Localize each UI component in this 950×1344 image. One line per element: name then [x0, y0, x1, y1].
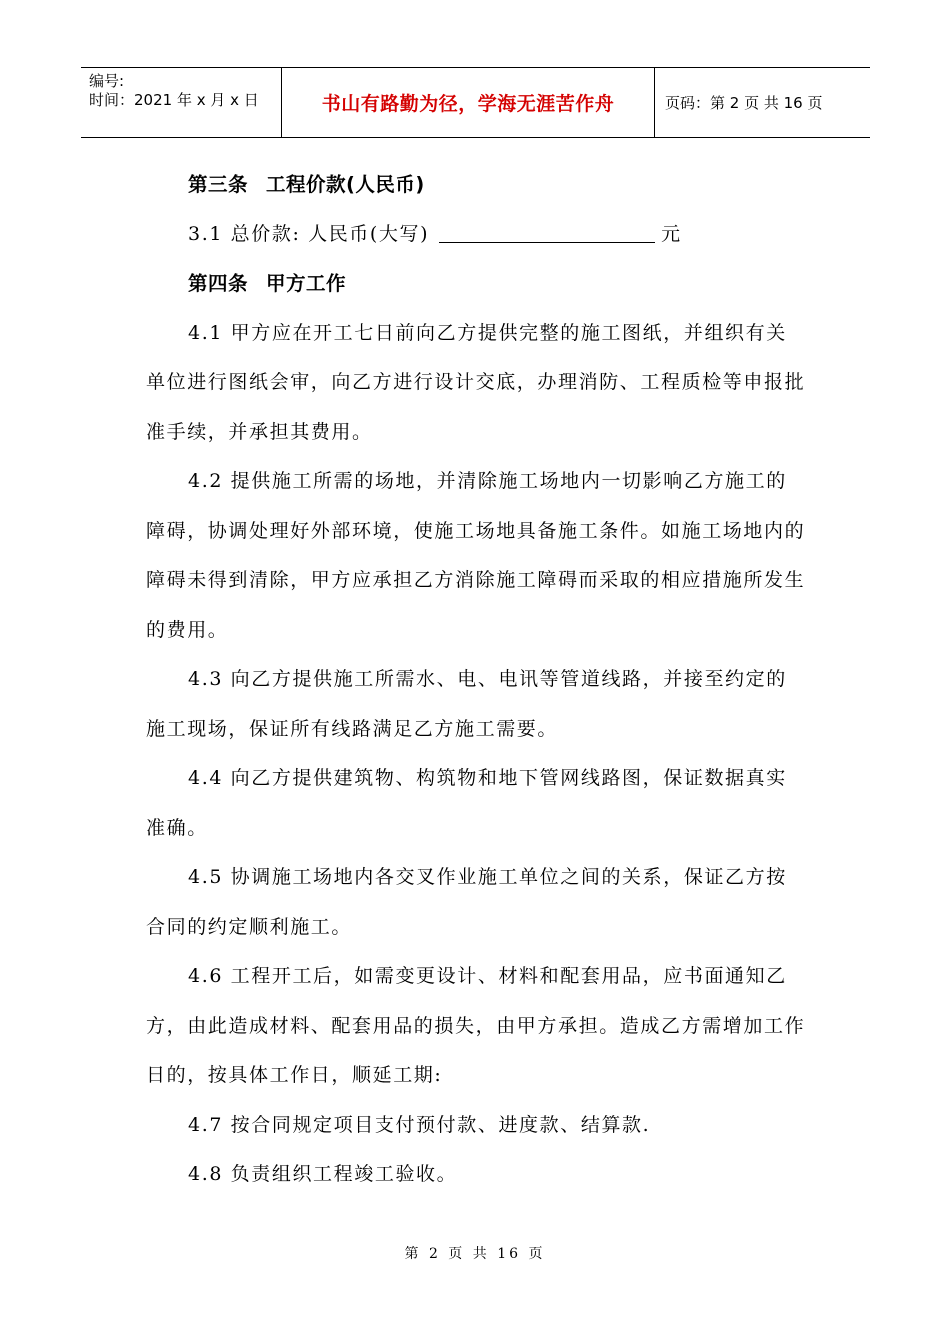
article-4-number: 第四条	[188, 272, 249, 295]
document-body	[146, 160, 806, 1200]
clause-4-6: 4.6 工程开工后，如需变更设计、材料和配套用品，应书面通知乙方，由此造成材料、配套用品的损失，由甲方承担。造成乙方需增加工作日的，按具体工作日，顺延工期:	[146, 965, 806, 1086]
clause-4-4: 4.4 向乙方提供建筑物、构筑物和地下管网线路图，保证数据真实准确。	[146, 767, 787, 839]
article-3-number: 第三条	[188, 173, 249, 196]
header-page-info: 页码：第 2 页 共 16 页	[665, 94, 823, 112]
clause-4-2: 4.2 提供施工所需的场地，并清除施工场地内一切影响乙方施工的障碍，协调处理好外部环境，使施工场地具备施工条件。如施工场地内的障碍未得到清除，甲方应承担乙方消除施工障碍而采取的相应措施所发生的费用。	[146, 470, 806, 641]
page-footer: 第 2 页 共 16 页	[404, 1246, 546, 1262]
document-number-label: 编号:	[89, 72, 125, 90]
total-price-unit: 元	[661, 222, 682, 245]
header-meta	[81, 68, 282, 137]
header-motto: 书山有路勤为径，学海无涯苦作舟	[282, 68, 655, 137]
total-price-line	[146, 210, 806, 260]
clause-4-3: 4.3 向乙方提供施工所需水、电、电讯等管道线路，并接至约定的施工现场，保证所有线路满足乙方施工需要。	[146, 668, 787, 740]
page-header	[81, 67, 870, 138]
clause-4-7: 4.7 按合同规定项目支付预付款、进度款、结算款.	[188, 1113, 651, 1136]
clause-4-1: 4.1 甲方应在开工七日前向乙方提供完整的施工图纸，并组织有关单位进行图纸会审，向乙方进行设计交底，办理消防、工程质检等申报批准手续，并承担其费用。	[146, 321, 806, 443]
clause-4-5: 4.5 协调施工场地内各交叉作业施工单位之间的关系，保证乙方按合同的约定顺利施工。	[146, 866, 787, 938]
article-3-heading	[146, 160, 806, 210]
article-4-title: 甲方工作	[266, 272, 347, 295]
clause-4-8: 4.8 负责组织工程竣工验收。	[188, 1163, 458, 1185]
article-3-title: 工程价款(人民币)	[266, 173, 425, 196]
document-date: 时间：2021 年 x 月 x 日	[89, 91, 259, 109]
article-4-heading	[146, 259, 806, 309]
total-price-blank	[439, 220, 655, 243]
total-price-label: 3.1 总价款: 人民币(大写)	[188, 222, 430, 245]
